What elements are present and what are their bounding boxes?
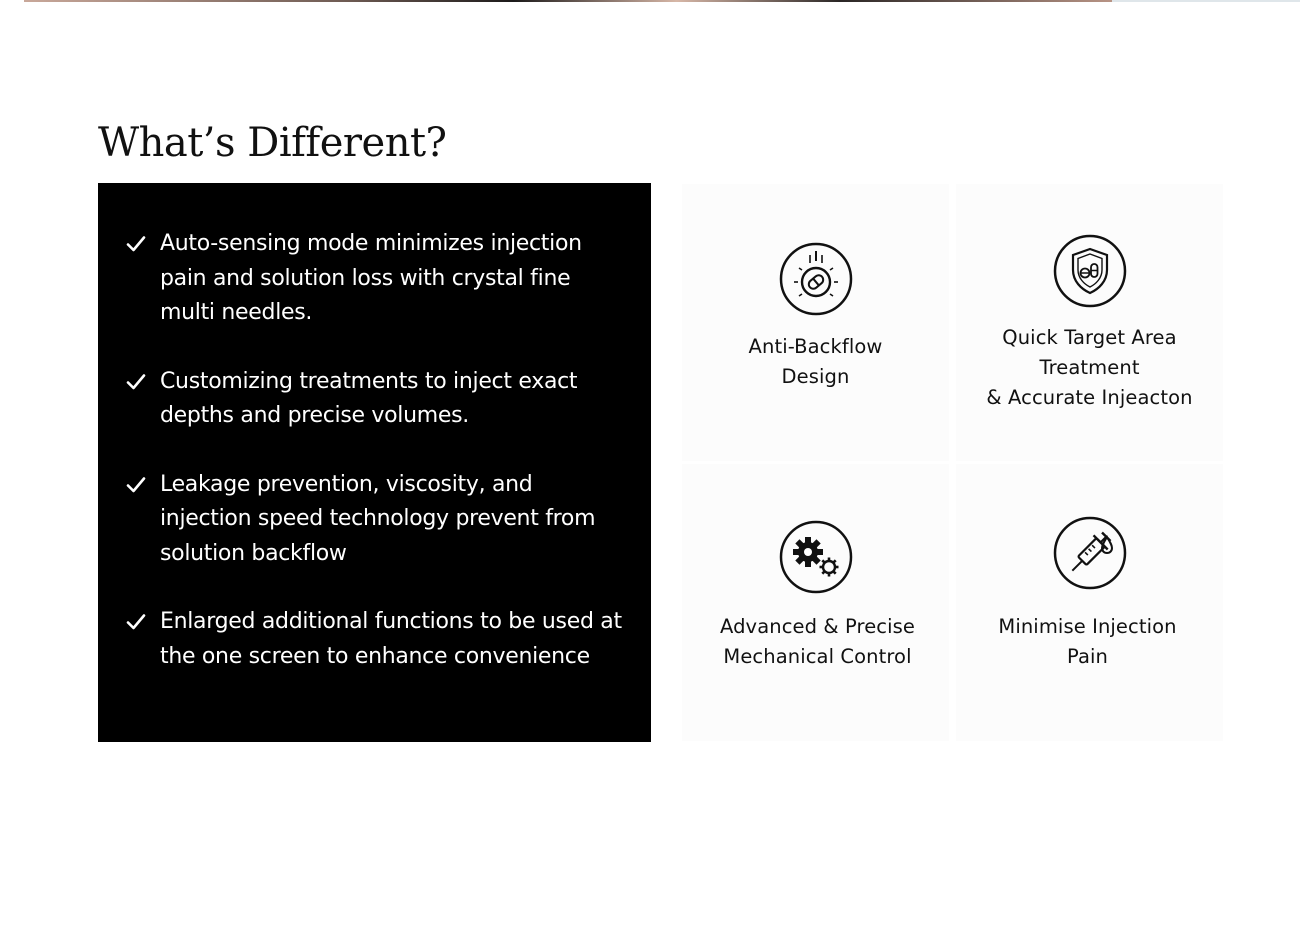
check-icon bbox=[126, 365, 160, 399]
card-label: Minimise Injection Pain bbox=[998, 615, 1177, 668]
feature-item bbox=[126, 227, 627, 331]
feature-text: Leakage prevention, viscosity, and injection speed technology prevent from solution backflow bbox=[160, 471, 596, 566]
hero-image-edge bbox=[24, 0, 1112, 2]
features-panel bbox=[98, 183, 651, 742]
check-icon bbox=[126, 468, 160, 502]
gears-icon bbox=[779, 520, 853, 594]
feature-card-mechanical-control bbox=[682, 464, 949, 741]
card-label: Advanced & Precise Mechanical Control bbox=[719, 615, 916, 668]
feature-card-minimise-pain bbox=[956, 464, 1223, 741]
card-label: Quick Target Area Treatment & Accurate Injeacton bbox=[986, 326, 1193, 409]
pill-bulb-icon bbox=[779, 242, 853, 316]
shield-pills-icon bbox=[1053, 234, 1127, 308]
check-icon bbox=[126, 227, 160, 261]
check-icon bbox=[126, 605, 160, 639]
feature-item bbox=[126, 605, 627, 674]
feature-text: Auto-sensing mode minimizes injection pain and solution loss with crystal fine multi needles. bbox=[160, 231, 582, 325]
feature-card-quick-target bbox=[956, 184, 1223, 461]
feature-item bbox=[126, 468, 627, 572]
feature-text: Enlarged additional functions to be used at the one screen to enhance convenience bbox=[160, 609, 622, 669]
hero-image-edge-right bbox=[1112, 0, 1300, 2]
card-label: Anti-Backflow Design bbox=[748, 335, 883, 388]
feature-text: Customizing treatments to inject exact depths and precise volumes. bbox=[160, 368, 578, 428]
syringe-drop-icon bbox=[1053, 516, 1127, 590]
feature-card-anti-backflow bbox=[682, 184, 949, 461]
feature-item bbox=[126, 365, 627, 434]
section-title: What’s Different? bbox=[98, 120, 447, 166]
